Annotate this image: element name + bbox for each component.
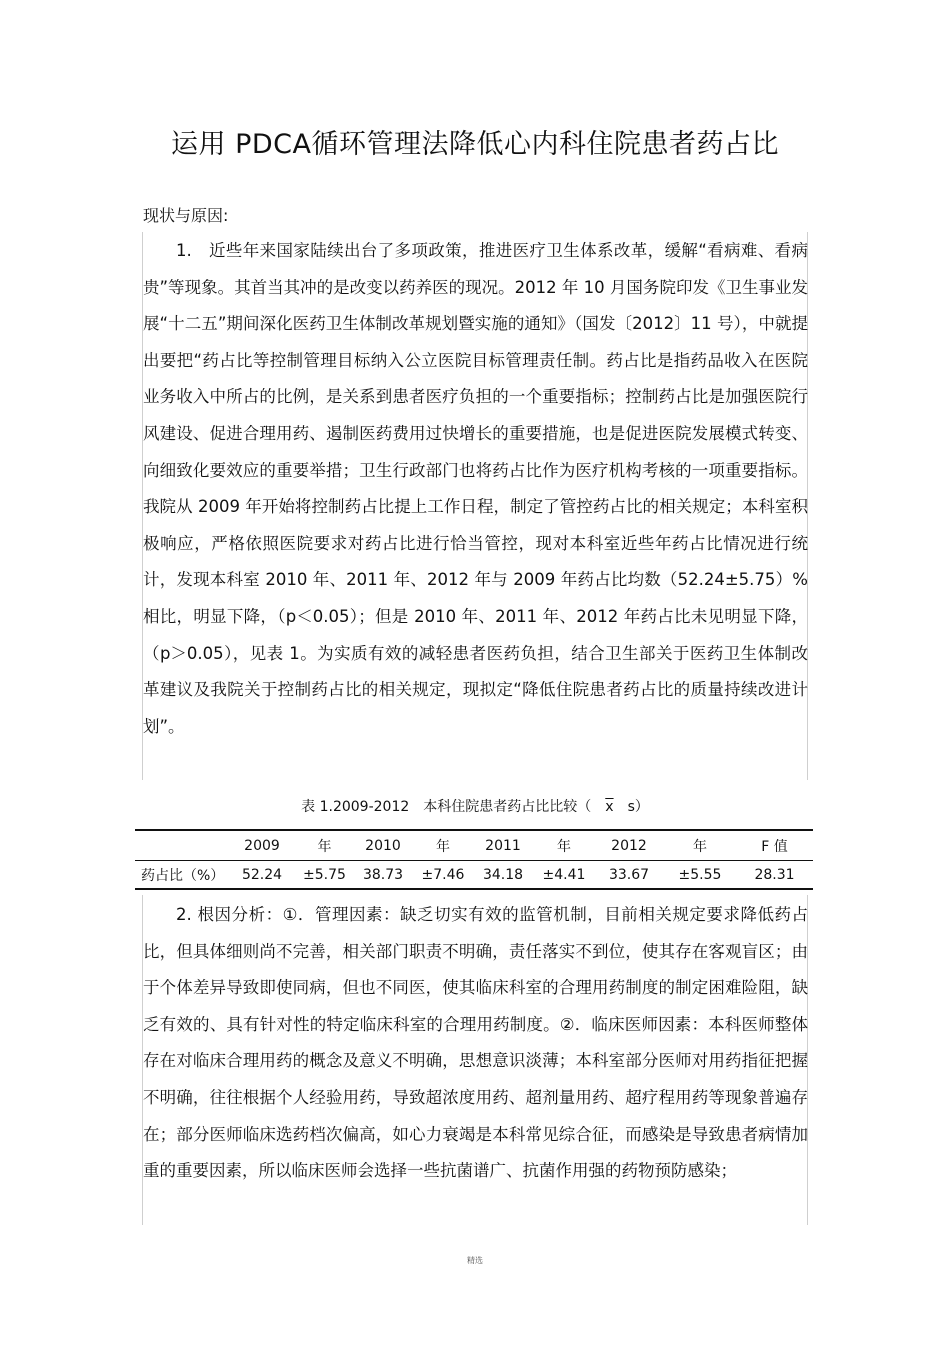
document-title: 运用 PDCA循环管理法降低心内科住院患者药占比 (171, 129, 779, 160)
caption-prefix: 表 1.2009-2012 本科住院患者药占比比较（ (301, 799, 592, 815)
table-cell: ±5.75 (303, 866, 346, 883)
section-label: 现状与原因: (143, 206, 229, 225)
table-cell: ±4.41 (542, 866, 586, 883)
table-cell: 药占比（%） (141, 867, 225, 884)
table-header-row (135, 830, 813, 861)
header-cell: 年 (557, 838, 571, 855)
header-cell: 2010 (365, 837, 401, 854)
table-cell: ±7.46 (421, 866, 465, 883)
paragraph-root-cause: 2. 根因分析：①．管理因素：缺乏切实有效的监管机制，目前相关规定要求降低药占比，但具体细则尚不完善，相关部门职责不明确，责任落实不到位，使其存在客观盲区；由于个体差异导致即使同病，但也不同医，使其临床科室的合理用药制度的制定困难险阻，缺乏有效的、具有针对性的特定临床科室的合理用药制度。②．临床医师因素：本科医师整体存在对临床合理用药的概念及意义不明确，思想意识淡薄；本科室部分医师对用药指征把握不明确，往往根据个人经验用药，导致超浓度用药、超剂量用药、超疗程用药等现象普遍存在；部分医师临床选药档次偏高，如心力衰竭是本科常见综合征，而感染是导致患者病情加重的重要因素，所以临床医师会选择一些抗菌谱广、抗菌作用强的药物预防感染； (143, 905, 808, 1181)
table-cell: 52.24 (241, 866, 283, 883)
caption-suffix: s） (627, 799, 649, 815)
caption-x-bar: $\overline{x}$ (605, 799, 614, 815)
table-cell: 38.73 (362, 866, 404, 883)
table-cell: 28.31 (754, 866, 795, 883)
header-cell: 年 (436, 838, 450, 855)
comparison-table (135, 829, 813, 890)
data-table (135, 829, 813, 890)
header-cell: 2011 (485, 837, 521, 854)
header-cell: 年 (317, 838, 332, 855)
header-cell (135, 830, 227, 861)
table-row (135, 861, 813, 890)
header-cell: F 值 (761, 838, 788, 855)
table-cell: 33.67 (608, 866, 650, 883)
header-cell: 年 (693, 838, 707, 855)
header-cell: 2012 (611, 837, 647, 854)
page-footer: 精选 (467, 1256, 483, 1265)
header-cell: 2009 (244, 837, 280, 854)
table-cell: ±5.55 (678, 866, 722, 883)
paragraph-background: 1. 近些年来国家陆续出台了多项政策，推进医疗卫生体系改革，缓解“看病难、看病贵”等现象。其首当其冲的是改变以药养医的现况。2012 年 10 月国务院印发《卫生事业发展“十二五”期间深化医药卫生体制改革规划暨实施的通知》（国发〔2012〕11 号），中就提出要把“药占比等控制管理目标纳入公立医院目标管理责任制。药占比是指药品收入在医院业务收入中所占的比例，是关系到患者医疗负担的一个重要指标；控制药占比是加强医院行风建设、促进合理用药、遏制医药费用过快增长的重要措施，也是促进医院发展模式转变、向细致化要效应的重要举措；卫生行政部门也将药占比作为医疗机构考核的一项重要指标。我院从 2009 年开始将控制药占比提上工作日程，制定了管控药占比的相关规定；本科室积极响应，严格依照医院要求对药占比进行恰当管控，现对本科室近些年药占比情况进行统计，发现本科室 2010 年、2011 年、2012 年与 2009 年药占比均数（52.24±5.75）%相比，明显下降，（p＜0.05）；但是 2010 年、2011 年、2012 年药占比未见明显下降，（p＞0.05），见表 1。为实质有效的减轻患者医药负担，结合卫生部关于医药卫生体制改革建议及我院关于控制药占比的相关规定，现拟定“降低住院患者药占比的质量持续改进计划”。 (143, 241, 808, 736)
table-caption (0, 796, 950, 816)
table-cell: 34.18 (482, 866, 524, 883)
